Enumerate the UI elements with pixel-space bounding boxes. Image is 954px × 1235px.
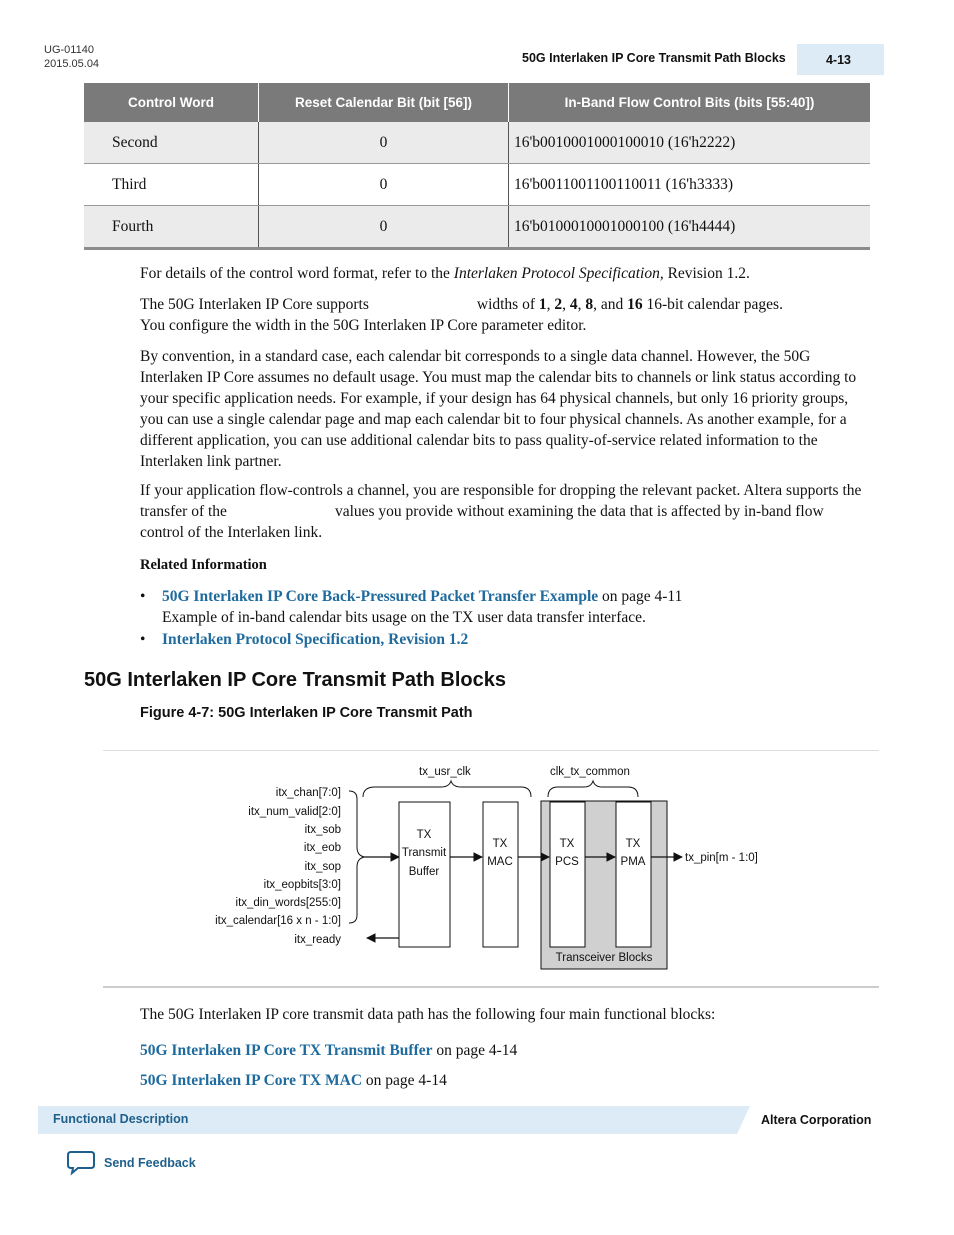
column-header: Reset Calendar Bit (bit [56]) [259,83,509,122]
link-back-pressured-example[interactable]: 50G Interlaken IP Core Back-Pressured Packet Transfer Example [162,588,599,605]
clock-label: tx_usr_clk [419,766,471,778]
transmit-path-diagram [103,751,879,986]
block-label: TX [416,829,432,841]
page-number: 4-13 [797,44,884,75]
table-cell: 16'b0100010001000100 (16'h4444) [509,206,871,249]
table-cell: 0 [259,206,509,249]
related-information-heading: Related Information [140,557,267,573]
bullet-icon: • [140,588,146,605]
paragraph-functional-blocks: The 50G Interlaken IP core transmit data path has the following four main functional blocks: [140,1006,716,1023]
block-label: PMA [620,856,646,868]
table-cell: Second [84,122,259,164]
link-tx-mac[interactable]: 50G Interlaken IP Core TX MAC [140,1072,363,1089]
tx-pma-block [616,802,651,947]
figure-bottom-rule [103,986,879,988]
block-label: Transmit [401,847,447,859]
signal-label: itx_eob [303,842,341,854]
block-label: Buffer [408,866,440,878]
clock-label: clk_tx_common [550,766,630,778]
figure-title: Figure 4-7: 50G Interlaken IP Core Transmit Path [140,705,473,721]
bullet-icon: • [140,631,146,648]
table-row [84,164,870,206]
block-label: PCS [555,856,579,868]
running-header-title: 50G Interlaken IP Core Transmit Path Blocks [522,51,786,65]
table-header-row [84,83,870,122]
control-word-table [84,83,870,250]
signal-label: itx_chan[7:0] [275,787,341,799]
doc-date: 2015.05.04 [44,58,100,70]
block-label: TX [559,838,575,850]
column-header: Control Word [84,83,259,122]
send-feedback-label[interactable]: Send Feedback [104,1156,196,1170]
signal-label: itx_sop [304,861,341,873]
link-line: 50G Interlaken IP Core TX MAC on page 4-14 [140,1072,447,1089]
paragraph-control-word-reference: For details of the control word format, refer to the Interlaken Protocol Specification, Revision 1.2. [140,265,750,282]
block-label: TX [492,838,508,850]
table-row [84,206,870,249]
input-signal-list [215,787,341,946]
table-row [84,122,870,164]
table-cell: 16'b0010001000100010 (16'h2222) [509,122,871,164]
link-interlaken-spec[interactable]: Interlaken Protocol Specification, Revision 1.2 [162,631,469,648]
document-id [44,43,99,71]
speech-bubble-icon [66,1150,96,1176]
signal-label: itx_ready [294,934,341,946]
column-header: In-Band Flow Control Bits (bits [55:40]) [509,83,871,122]
link-line: 50G Interlaken IP Core TX Transmit Buffer on page 4-14 [140,1042,518,1059]
signal-label: itx_num_valid[2:0] [248,806,341,818]
transceiver-group-label: Transceiver Blocks [555,952,653,964]
common-clk-brace [548,781,638,797]
table-cell: 0 [259,164,509,206]
block-label: MAC [487,856,513,868]
signal-label: itx_calendar[16 x n - 1:0] [215,915,341,927]
section-title: 50G Interlaken IP Core Transmit Path Blocks [84,669,507,691]
signal-label: itx_din_words[255:0] [235,897,341,909]
paragraph-calendar-widths: The 50G Interlaken IP Core supports widths of 1, 2, 4, 8, and 16 16-bit calendar pages. You configure the width in the 50G Interlaken IP Core parameter editor. [140,296,783,334]
table-cell: Third [84,164,259,206]
footer-chapter: Functional Description [53,1112,189,1126]
table-cell: Fourth [84,206,259,249]
block-label: TX [625,838,641,850]
usr-clk-brace [363,781,531,797]
output-signal-label: tx_pin[m - 1:0] [685,852,758,864]
tx-mac-block [483,802,518,947]
doc-number: UG-01140 [44,44,94,56]
signal-label: itx_eopbits[3:0] [263,879,341,891]
table-cell: 16'b0011001100110011 (16'h3333) [509,164,871,206]
paragraph-calendar-convention: By convention, in a standard case, each calendar bit corresponds to a single data channel. However, the 50G Interlaken IP Core assumes no default usage. You must map the calendar bits to channels or link status according to your specific application needs. For example, if your design has 64 physical channels, but only 16 priority groups, you can use a single calendar page and map each calendar bit to four physical channels. As another example, for a different application, you can use additional calendar bits to pass quality-of-service related information to the Interlaken link partner. [140,348,857,470]
tx-pcs-block [550,802,585,947]
link-tx-transmit-buffer[interactable]: 50G Interlaken IP Core TX Transmit Buffer [140,1042,433,1059]
footer-company: Altera Corporation [761,1113,872,1127]
send-feedback-link[interactable] [66,1150,196,1176]
table-cell: 0 [259,122,509,164]
input-brace [349,791,365,923]
paragraph-flow-control: If your application flow-controls a channel, you are responsible for dropping the relevant packet. Altera supports the transfer of the values you provide without examining the data that is affected by in-band flow control of the Interlaken link. [140,482,862,541]
signal-label: itx_sob [304,824,341,836]
